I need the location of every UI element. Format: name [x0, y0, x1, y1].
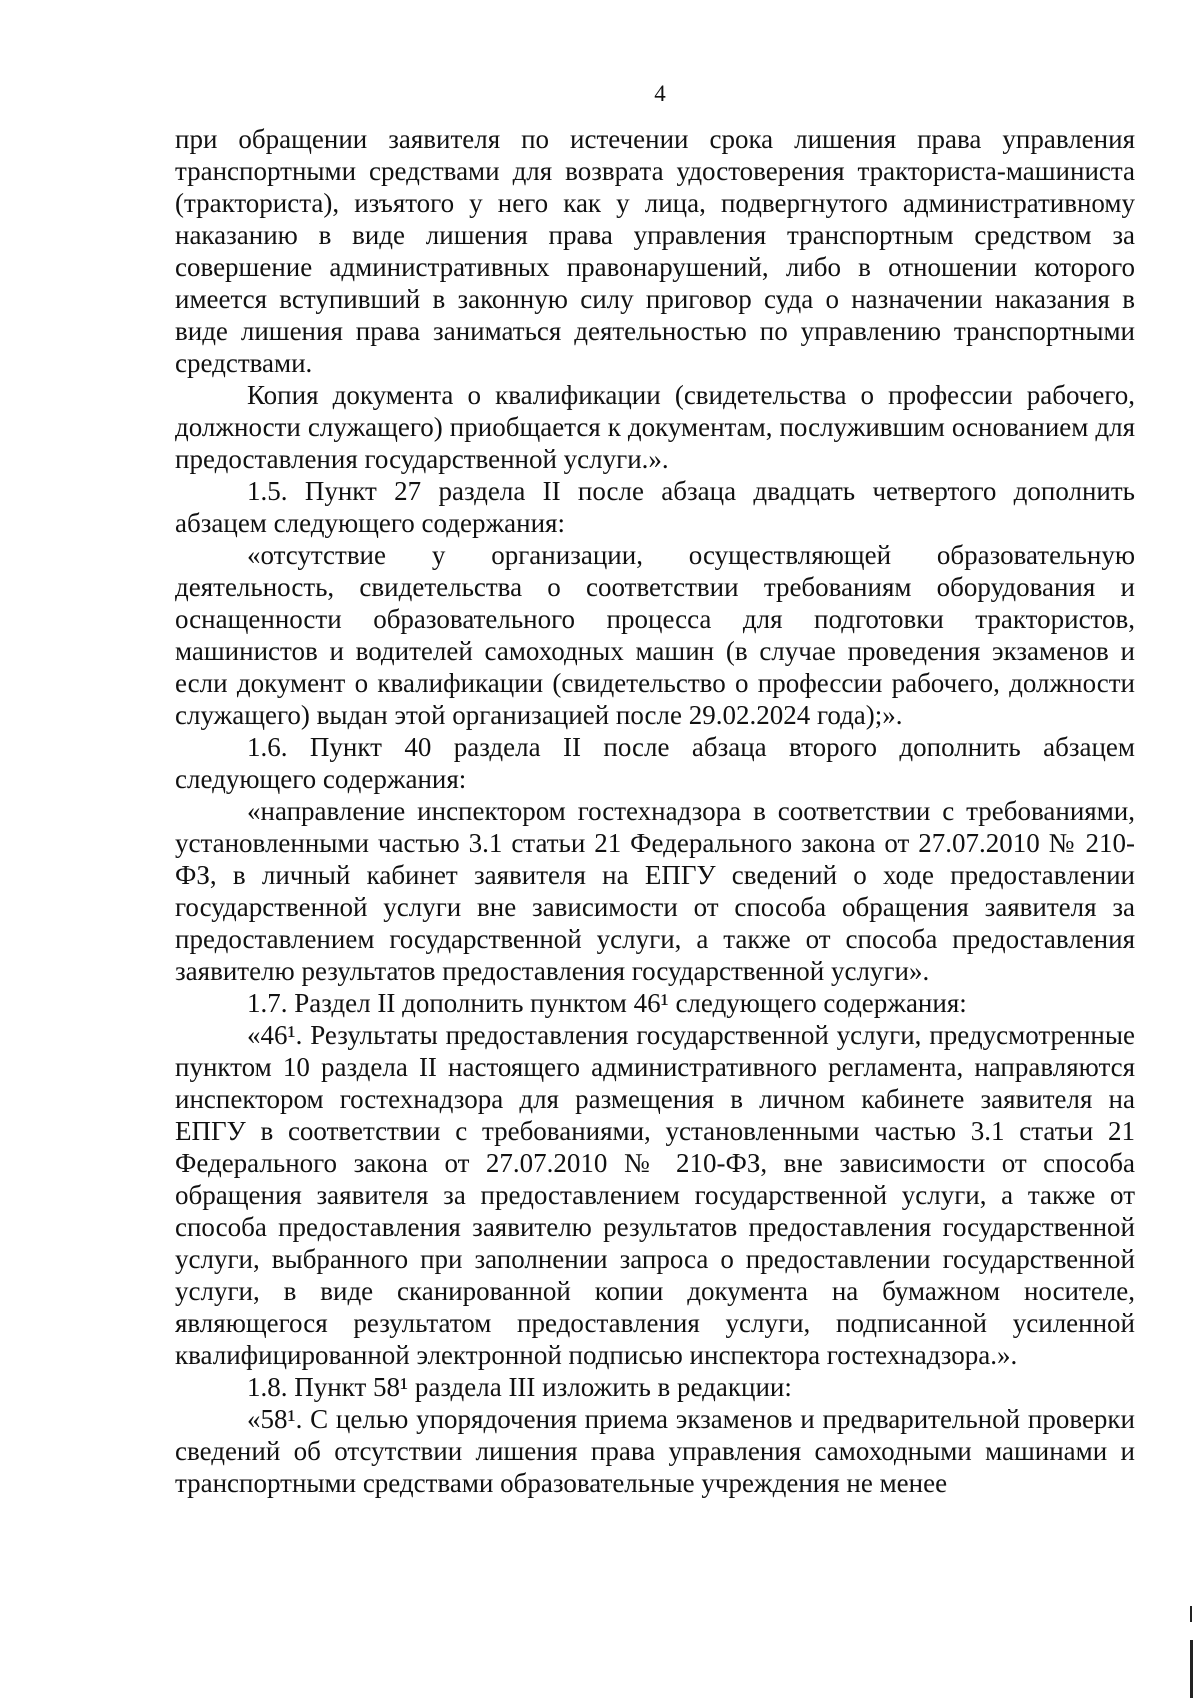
scan-edge-mark — [1190, 1606, 1192, 1622]
paragraph-item-1-6: 1.6. Пункт 40 раздела II после абзаца второго дополнить абзацем следующего содержания: — [175, 732, 1135, 794]
scan-edge-mark — [1190, 1640, 1193, 1698]
paragraph-item-1-5: 1.5. Пункт 27 раздела II после абзаца двадцать четвертого дополнить абзацем следующего содержания: — [175, 476, 1135, 538]
paragraph-item-1-7: 1.7. Раздел II дополнить пунктом 46¹ следующего содержания: — [247, 988, 967, 1018]
paragraph-copy-document: Копия документа о квалификации (свидетельства о профессии рабочего, должности служащего) приобщается к документам, послужившим основанием для предоставления государственной услуги.». — [175, 380, 1135, 474]
page-number: 4 — [654, 81, 666, 106]
paragraph-item-1-8-quote: «58¹. С целью упорядочения приема экзаменов и предварительной проверки сведений об отсутствии лишения права управления самоходными машинами и транспортными средствами образовательные учреждения не менее — [175, 1404, 1135, 1498]
paragraph-item-1-6-quote: «направление инспектором гостехнадзора в соответствии с требованиями, установленными частью 3.1 статьи 21 Федерального закона от 27.07.2010 № 210-ФЗ, в личный кабинет заявителя на ЕПГУ сведений о ходе предоставлении государственной услуги вне зависимости от способа обращения заявителя за предоставлением государственной услуги, а также от способа предоставления заявителю результатов предоставления государственной услуги». — [175, 796, 1135, 986]
document-body — [175, 123, 1135, 1499]
paragraph-item-1-5-quote: «отсутствие у организации, осуществляющей образовательную деятельность, свидетельства о соответствии требованиям оборудования и оснащенности образовательного процесса для подготовки трактористов, машинистов и водителей самоходных машин (в случае проведения экзаменов и если документ о квалификации (свидетельство о профессии рабочего, должности служащего) выдан этой организацией после 29.02.2024 года);». — [175, 540, 1135, 730]
paragraph-item-1-8: 1.8. Пункт 58¹ раздела III изложить в редакции: — [247, 1372, 792, 1402]
paragraph-item-1-7-quote: «46¹. Результаты предоставления государственной услуги, предусмотренные пунктом 10 раздела II настоящего административного регламента, направляются инспектором гостехнадзора для размещения в личном кабинете заявителя на ЕПГУ в соответствии с требованиями, установленными частью 3.1 статьи 21 Федерального закона от 27.07.2010 № 210-ФЗ, вне зависимости от способа обращения заявителя за предоставлением государственной услуги, а также от способа предоставления заявителю результатов предоставления государственной услуги, выбранного при заполнении запроса о предоставлении государственной услуги, в виде сканированной копии документа на бумажном носителе, являющегося результатом предоставления услуги, подписанной усиленной квалифицированной электронной подписью инспектора гостехнадзора.». — [175, 1020, 1135, 1370]
paragraph-continuation: при обращении заявителя по истечении срока лишения права управления транспортными средствами для возврата удостоверения тракториста-машиниста (тракториста), изъятого у него как у лица, подвергнутого административному наказанию в виде лишения права управления транспортным средством за совершение административных правонарушений, либо в отношении которого имеется вступивший в законную силу приговор суда о назначении наказания в виде лишения права заниматься деятельностью по управлению транспортными средствами. — [175, 124, 1135, 378]
